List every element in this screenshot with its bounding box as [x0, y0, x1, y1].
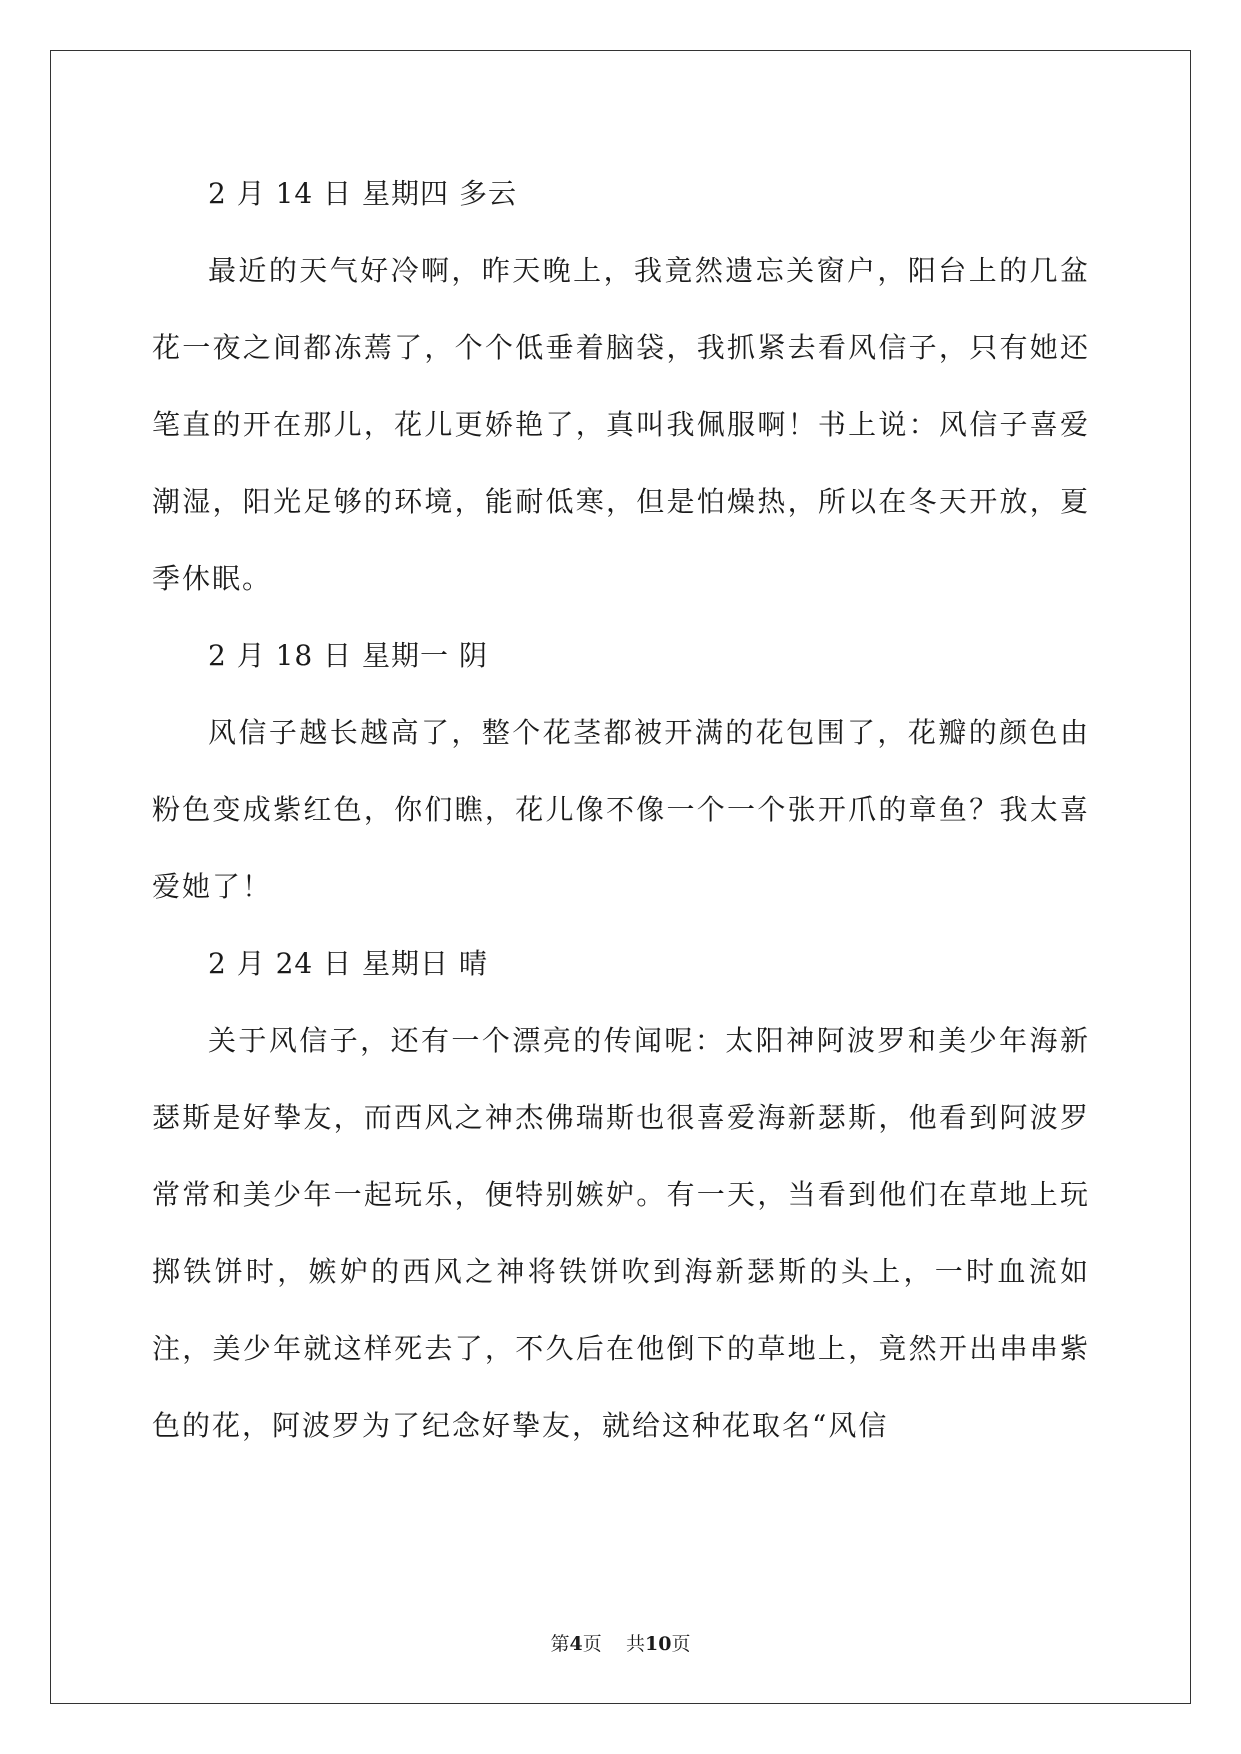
- footer-page-number: 4: [569, 1633, 583, 1655]
- footer-total-suffix: 页: [671, 1633, 691, 1655]
- diary-entry-1: 最近的天气好冷啊，昨天晚上，我竟然遗忘关窗户，阳台上的几盆花一夜之间都冻蔫了，个个低垂着脑袋，我抓紧去看风信子，只有她还笔直的开在那儿，花儿更娇艳了，真叫我佩服啊！书上说：风信子喜爱潮湿，阳光足够的环境，能耐低寒，但是怕燥热，所以在冬天开放，夏季休眠。: [152, 254, 1090, 595]
- diary-entry-3: 关于风信子，还有一个漂亮的传闻呢：太阳神阿波罗和美少年海新瑟斯是好挚友，而西风之神杰佛瑞斯也很喜爱海新瑟斯，他看到阿波罗常常和美少年一起玩乐，便特别嫉妒。有一天，当看到他们在草地上玩掷铁饼时，嫉妒的西风之神将铁饼吹到海新瑟斯的头上，一时血流如注，美少年就这样死去了，不久后在他倒下的草地上，竟然开出串串紫色的花，阿波罗为了纪念好挚友，就给这种花取名“风信: [152, 1024, 1090, 1442]
- footer-prefix: 第: [550, 1633, 570, 1655]
- diary-entry-2: 风信子越长越高了，整个花茎都被开满的花包围了，花瓣的颜色由粉色变成紫红色，你们瞧，花儿像不像一个一个张开爪的章鱼？我太喜爱她了！: [152, 716, 1090, 903]
- document-body: [152, 155, 1090, 1464]
- diary-date-3: 2 月 24 日 星期日 晴: [208, 947, 488, 980]
- page-footer: [0, 1629, 1241, 1656]
- footer-total-pages: 10: [644, 1633, 672, 1655]
- diary-date-1: 2 月 14 日 星期四 多云: [208, 177, 517, 210]
- footer-total-prefix: 共: [625, 1633, 645, 1655]
- footer-page-suffix: 页: [582, 1633, 602, 1655]
- diary-date-2: 2 月 18 日 星期一 阴: [208, 639, 488, 672]
